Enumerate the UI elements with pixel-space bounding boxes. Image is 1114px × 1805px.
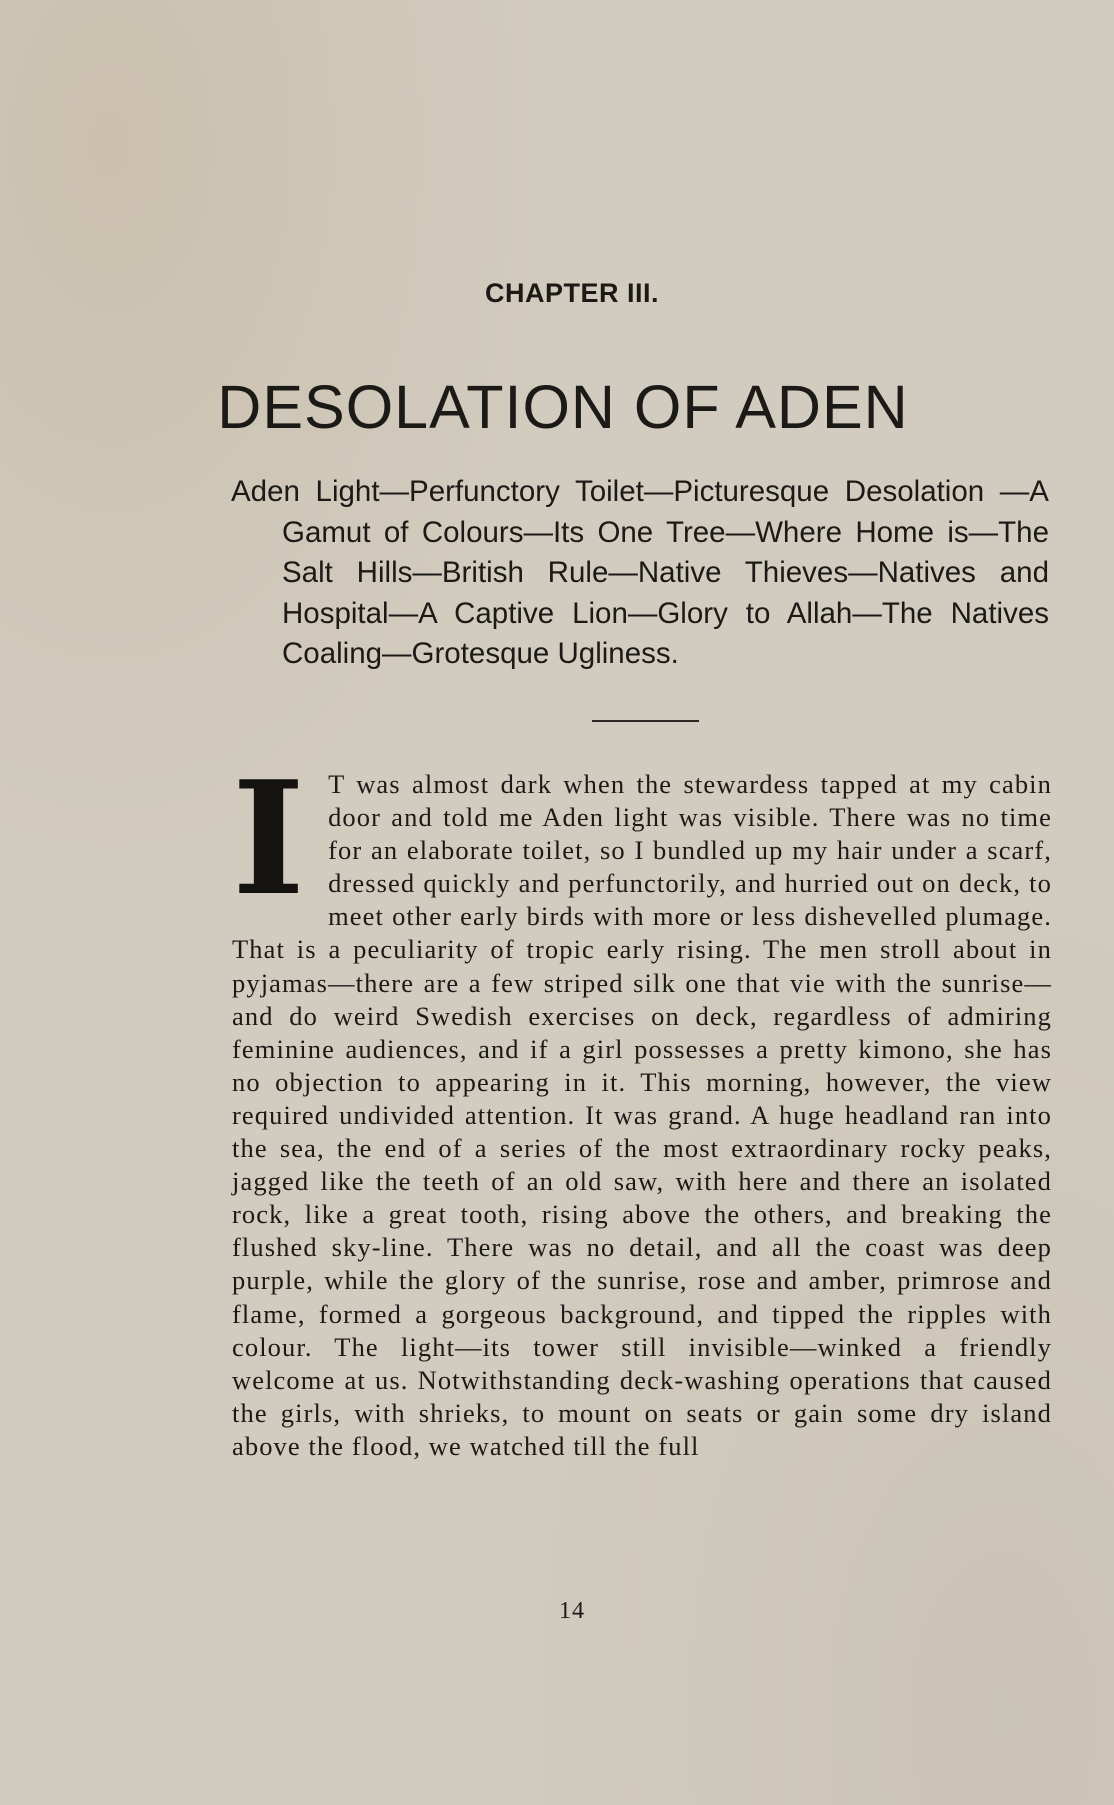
chapter-label: CHAPTER III.: [484, 278, 659, 308]
chapter-title: DESOLATION OF ADEN: [217, 373, 909, 441]
chapter-synopsis: Aden Light—Perfunctory Toilet—Picturesque Desolation —A Gamut of Colours—Its One Tree—Where Home is—The Salt Hills—British Rule—Native Thieves—Natives and Hospital—A Captive Lion—Glory to Allah—The Natives Coaling—Grotesque Ugliness.: [231, 475, 1049, 670]
drop-cap: I: [232, 747, 307, 930]
body-paragraph: [232, 747, 1052, 1463]
section-divider: [592, 720, 699, 722]
paragraph-text: T was almost dark when the stewardess tapped at my cabin door and told me Aden light was visible. There was no time for an elaborate toilet, so I bundled up my hair under a scarf, dressed quickly and perfunctorily, and hurried out on deck, to meet other early birds with more or less dishevelled plumage. That is a peculiarity of tropic early rising. The men stroll about in pyjamas—there are a few striped silk one that vie with the sunrise—and do weird Swedish exercises on deck, regardless of admiring feminine audiences, and if a girl possesses a pretty kimono, she has no objection to appearing in it. This morning, however, the view required undivided attention. It was grand. A huge headland ran into the sea, the end of a series of the most extraordinary rocky peaks, jagged like the teeth of an old saw, with here and there an isolated rock, like a great tooth, rising above the others, and breaking the flushed sky-line. There was no detail, and all the coast was deep purple, while the glory of the sunrise, rose and amber, primrose and flame, formed a gorgeous background, and tipped the ripples with colour. The light—its tower still invisible—winked a friendly welcome at us. Notwithstanding deck-washing operations that caused the girls, with shrieks, to mount on seats or gain some dry island above the flood, we watched till the full: [232, 769, 1052, 1461]
page-number: 14: [559, 1598, 585, 1624]
